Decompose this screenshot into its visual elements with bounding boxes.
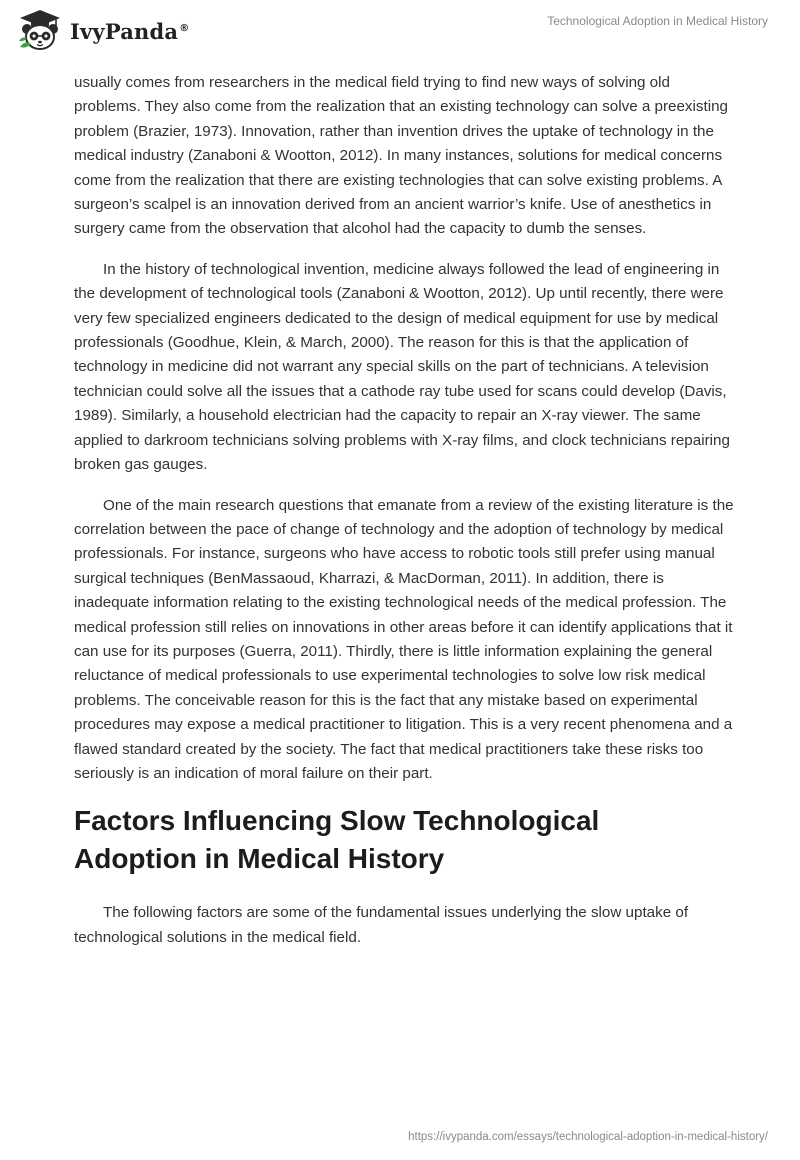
- panda-graduation-cap-icon: [16, 7, 64, 55]
- paragraph-1: usually comes from researchers in the medical field trying to find new ways of solving old problems. They also come from the realization that an existing technology can solve a preexisting problem (Brazier, 1973). Innovation, rather than invention drives the uptake of technology in the medical industry (Zanaboni & Wootton, 2012). In many instances, solutions for medical concerns come from the realization that there are existing technologies that can solve existing problems. A surgeon’s scalpel is an innovation derived from an ancient warrior’s knife. Use of anesthetics in surgery came from the observation that alcohol had the capacity to dumb the senses.: [74, 74, 728, 238]
- document-title: Technological Adoption in Medical History: [547, 14, 768, 28]
- brand-name-text: IvyPanda: [70, 18, 179, 44]
- paragraph-4: The following factors are some of the fundamental issues underlying the slow uptake of technological solutions in the medical field.: [74, 904, 689, 946]
- brand-name: [70, 19, 189, 44]
- page-header: [0, 0, 800, 60]
- paragraph-2: In the history of technological invention, medicine always followed the lead of engineering in the development of technological tools (Zanaboni & Wootton, 2012). Up until recently, there were very few specialized engineers dedicated to the design of medical equipment for use by medical professionals (Goodhue, Klein, & March, 2000). The reason for this is that the application of technology in medicine did not warrant any special skills on the part of technicians. A television technician could solve all the issues that a cathode ray tube used for scans could develop (Davis, 1989). Similarly, a household electrician had the capacity to repair an X-ray viewer. The same applied to darkroom technicians solving problems with X-ray films, and clock technicians repairing broken gas gauges.: [74, 260, 730, 474]
- section-heading: Factors Influencing Slow Technological Adoption in Medical History: [74, 805, 600, 875]
- paragraph-3: One of the main research questions that emanate from a review of the existing literature is the correlation between the pace of change of technology and the adoption of technology by medical professionals. For instance, surgeons who have access to robotic tools still prefer using manual surgical techniques (BenMassaoud, Kharrazi, & MacDorman, 2011). In addition, there is inadequate information relating to the existing technological needs of the medical profession. The medical profession still relies on innovations in other areas before it can identify applications that it can use for its purposes (Guerra, 2011). Thirdly, there is little information explaining the general reluctance of medical professionals to use experimental technologies to solve low risk medical problems. The conceivable reason for this is the fact that any mistake based on experimental procedures may expose a medical practitioner to litigation. This is a very recent phenomena and a flawed standard created by the society. The fact that medical practitioners take these risks too seriously is an indication of moral failure on their part.: [74, 496, 734, 782]
- source-url[interactable]: https://ivypanda.com/essays/technological-adoption-in-medical-history/: [408, 1131, 768, 1143]
- registered-mark: ®: [179, 22, 190, 34]
- article-body: [74, 71, 734, 966]
- ivypanda-logo[interactable]: [16, 8, 189, 54]
